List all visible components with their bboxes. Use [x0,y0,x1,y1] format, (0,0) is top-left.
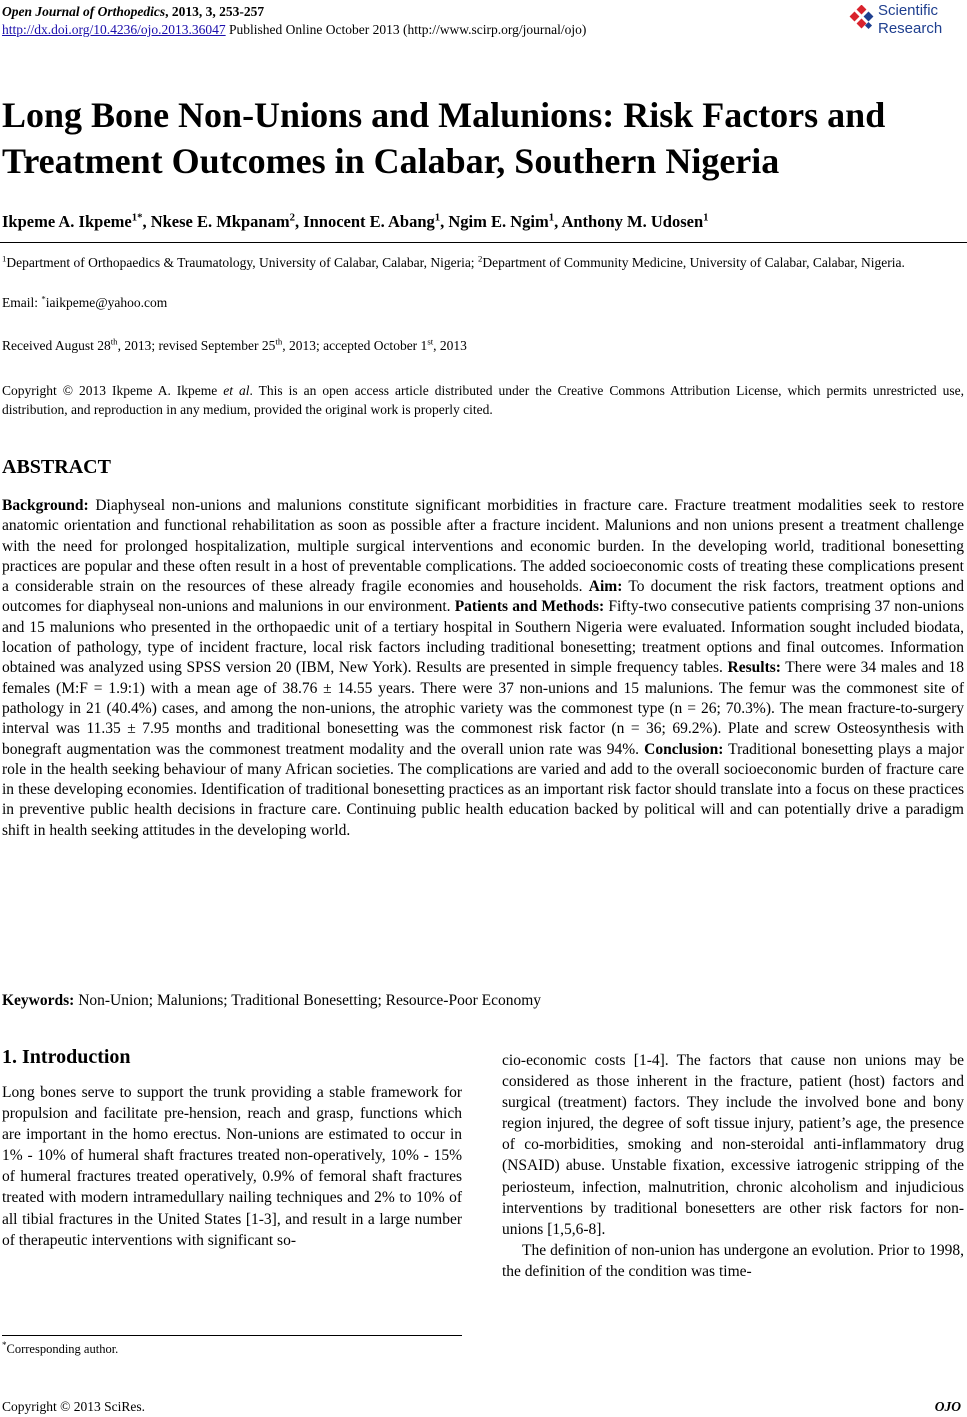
author-name: Ikpeme A. Ikpeme [2,212,132,231]
footnote-divider [2,1335,462,1336]
author [303,212,448,231]
page-footer-journal: OJO [934,1399,961,1414]
journal-name: Open Journal of Orthopedics [2,4,166,19]
affiliation-sup: 2 [477,253,483,264]
journal-header [2,4,264,20]
doi-link[interactable]: http://dx.doi.org/10.4236/ojo.2013.36047 [2,22,226,37]
aim-label: Aim: [588,578,623,596]
year-text: , 2013 [433,338,467,353]
author-divider [0,242,967,243]
affiliation-2: Department of Community Medicine, University of Calabar, Calabar, Nigeria. [482,255,905,270]
results-label: Results: [727,659,781,677]
journal-citation: , 2013, 3, 253-257 [165,4,265,19]
author-sup: 1 [548,211,555,224]
author-sep: , [142,212,151,231]
aim-text: To document the risk factors, treatment options and outcomes for diaphyseal non-unions and malunions in our environment. [2,578,965,616]
right-column [502,1050,964,1282]
page-footer-copyright: Copyright © 2013 SciRes. [2,1399,146,1414]
email-label: Email: [2,295,42,310]
footnote [2,1339,119,1357]
copyright-pre: Copyright © 2013 Ikpeme A. Ikpeme [2,383,224,398]
author-sup: 2 [289,211,295,224]
logo-line-2: Research [878,20,943,37]
author-sep: , [440,212,449,231]
date-sup: th [110,336,118,347]
accepted-text: , 2013; accepted October 1 [282,338,428,353]
affiliation-1: Department of Orthopaedics & Traumatology, University of Calabar, Calabar, Nigeria; [6,255,478,270]
author-sup: 1* [131,211,143,224]
revised-text: , 2013; revised September 25 [117,338,276,353]
logo-mark-icon [848,5,876,33]
copyright-etal: et al [223,383,250,398]
email-address[interactable]: iaikpeme@yahoo.com [45,295,168,310]
author-sep: , [294,212,304,231]
scientific-research-logo [848,2,966,42]
intro-paragraph: cio-economic costs [1-4]. The factors that cause non unions may be considered as those inherent in the fracture, patient (host) factors and surgical (treatment) factors. They include the involved bone and bony region injured, the degree of soft tissue injury, patient’s age, the presence of co-morbidities, smoking and non-steroidal anti-inflammatory drug (NSAID) abuse. Unstable fixation, excessive iatrogenic stripping of the periosteum, infection, malnutrition, chronic alcoholism and injudicious interventions by traditional bonesetters are other risk factors for non-unions [1,5,6-8]. [502,1052,964,1238]
methods-label: Patients and Methods: [454,598,605,616]
author-name: Ngim E. Ngim [448,212,549,231]
copyright-notice [2,381,964,419]
introduction-heading: 1. Introduction [2,1046,131,1068]
logo-line-1: Scientific [878,2,939,19]
intro-paragraph: The definition of non-union has undergone an evolution. Prior to 1998, the definition of the condition was time- [502,1241,964,1280]
received-text: Received August 28 [2,338,111,353]
copyright-post: . This is an open access article distributed under the Creative Commons Attribution License, which permits unrestricted use, distribution, and reproduction in any medium, provided the original work is properly cited. [2,383,964,417]
author-sep: , [554,212,562,231]
author [561,212,708,231]
conclusion-text: Traditional bonesetting plays a major role in the health seeking behaviour of many African societies. The complications are varied and add to the overall socioeconomic burden of fracture care in these developing economies. Identification of traditional bonesetting practices as an important risk factor should translate into a focus on these practices in preventive public health decisions in fracture care. Continuing public health education backed by political will and can potentially drive a paradigm shift in health seeking attitudes in the developing world. [2,740,964,839]
received-dates [2,338,467,354]
author-sup: 1 [434,211,441,224]
author-name: Nkese E. Mkpanam [150,212,290,231]
keywords-label: Keywords: [2,992,75,1009]
background-text: Diaphyseal non-unions and malunions constitute significant morbidities in fracture care. Fracture treatment modalities seek to restore anatomic orientation and functional rehabilitation as soon as possible after a fracture incident. Malunions and non unions present a treatment challenge with the need for prolonged hospitalization, multiple surgical interventions and economic burden. In the developing world, traditional bonesetting practices are popular and these often result in a host of preventable complications. The added socioeconomic costs of treating these complications present a considerable strain on the resources of these already fragile economies and households. [2,497,964,596]
methods-text: Fifty-two consecutive patients comprising 37 non-unions and 15 malunions who presented in the orthopaedic unit of a tertiary hospital in Southern Nigeria were evaluated. Information sought included biodata, location of pathology, type of incident fracture, local risk factors including traditional bonesetting; treatment options and final outcomes. Information obtained was analyzed using SPSS version 20 (IBM, New York). Results are presented in simple frequency tables. [2,598,964,677]
intro-paragraph: Long bones serve to support the trunk providing a stable framework for propulsion and facilitate pre-hension, reach and grasp, functions which are important in the homo erectus. Non-unions are estimated to occur in 1% - 10% of humeral shaft fractures treated non-operatively, 10% - 15% of humeral fractures treated operatively, 0.9% of femoral shaft fractures treated with modern intramedullary nailing techniques and 2% to 10% of all tibial fractures in the United States [1-3], and result in a large number of therapeutic interventions with significant so- [2,1084,462,1249]
date-sup: st [427,336,434,347]
footnote-text: Corresponding author. [6,1342,119,1356]
background-label: Background: [2,497,89,514]
logo-text [878,2,942,38]
doi-line [2,22,586,38]
email-line [2,295,167,311]
affiliation-sup: 1 [2,253,7,264]
published-online-text: Published Online October 2013 (http://www.scirp.org/journal/ojo) [225,22,587,37]
author [2,212,151,231]
keywords-text: Non-Union; Malunions; Traditional Bonesetting; Resource-Poor Economy [74,992,542,1009]
paper-title: Long Bone Non-Unions and Malunions: Risk Factors and Treatment Outcomes in Calabar, Southern Nigeria [2,95,886,181]
author-sup: 1 [703,211,709,224]
abstract-body [2,496,964,841]
affiliations [2,254,964,272]
abstract-heading: ABSTRACT [2,456,111,478]
results-text: There were 34 males and 18 females (M:F = 1.9:1) with a mean age of 38.76 ± 14.55 years. There were 37 non-unions and 15 malunions. The femur was the commonest site of pathology in 21 (40.4%) cases, and among the non-unions, the atrophic variety was the commonest type (n = 26; 70.3%). The mean fracture-to-surgery interval was 11.35 ± 7.95 months and traditional bonesetting was the commonest risk factor (n = 36; 69.2%). Plate and screw Osteosynthesis with bonegraft augmentation was the commonest treatment modality and the overall union rate was 94%. [2,659,964,758]
footnote-sup: * [2,1339,7,1350]
author-name: Innocent E. Abang [303,212,435,231]
date-sup: th [275,336,283,347]
keywords [2,992,541,1010]
conclusion-label: Conclusion: [644,740,724,758]
author [448,212,561,231]
author-name: Anthony M. Udosen [561,212,704,231]
left-column [2,1082,462,1251]
author-list [2,212,708,232]
author [151,212,304,231]
email-sup: * [41,293,46,304]
